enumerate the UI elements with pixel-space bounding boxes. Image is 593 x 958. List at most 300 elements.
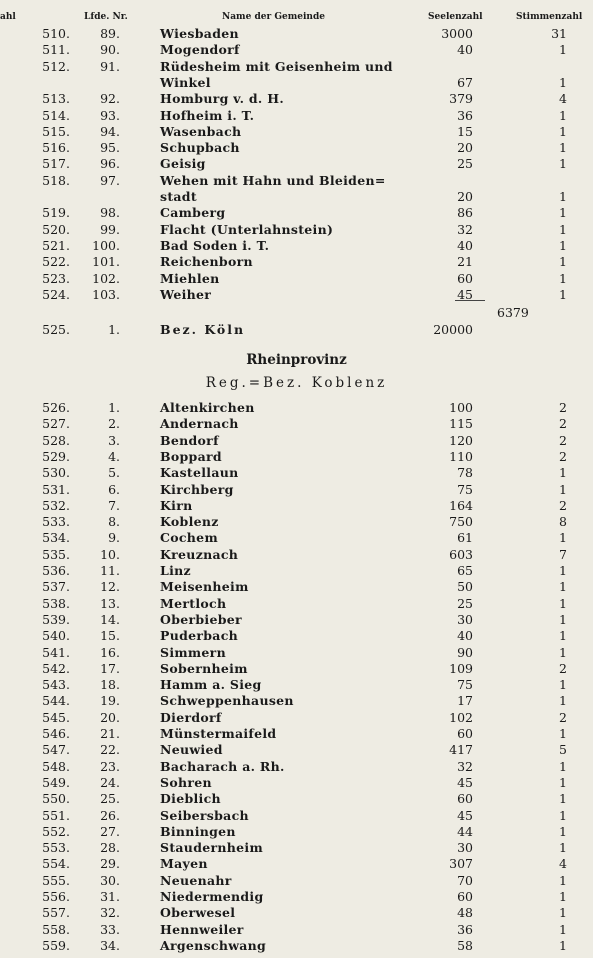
- header-name: Name der Gemeinde: [222, 12, 325, 22]
- row-index: 512.: [42, 58, 70, 74]
- row-name: Bad Soden i. T.: [160, 237, 270, 253]
- row-stimmenzahl: 1: [559, 889, 567, 904]
- row-nr: 6.: [108, 481, 120, 497]
- row-nr: 24.: [100, 774, 120, 790]
- row-seelenzahl: 32: [457, 221, 473, 237]
- table-row: [0, 432, 593, 449]
- row-index: 534.: [42, 530, 70, 546]
- row-nr: 93.: [100, 107, 120, 123]
- row-stimmenzahl: 2: [559, 709, 567, 725]
- header-nr: Lfde. Nr.: [84, 12, 128, 22]
- row-nr: 18.: [100, 677, 120, 693]
- table-row: [0, 595, 593, 612]
- table-row: [0, 692, 593, 709]
- row-seelenzahl: 115: [449, 416, 473, 432]
- row-stimmenzahl: 4: [559, 856, 567, 872]
- row-name: Miehlen: [160, 270, 220, 286]
- row-nr: 26.: [100, 807, 120, 823]
- row-stimmenzahl: 1: [559, 823, 567, 839]
- row-stimmenzahl: 1: [559, 481, 567, 497]
- row-name: Bacharach a. Rh.: [160, 758, 285, 774]
- row-index: 551.: [42, 807, 70, 823]
- row-seelenzahl: 25: [457, 595, 473, 611]
- row-stimmenzahl: 1: [559, 872, 567, 888]
- row-index: 558.: [42, 921, 70, 937]
- row-name: Binningen: [160, 823, 236, 839]
- row-seelenzahl: 75: [457, 481, 473, 497]
- row-index: 547.: [42, 742, 70, 758]
- row-stimmenzahl: 1: [559, 156, 567, 172]
- row-name: Dierdorf: [160, 709, 222, 725]
- row-index: 510.: [42, 26, 70, 41]
- row-nr: 90.: [100, 42, 120, 58]
- row-nr: 33.: [100, 921, 120, 937]
- table-row: [0, 937, 593, 954]
- table-row: [0, 807, 593, 824]
- row-name: Koblenz: [160, 514, 219, 530]
- row-name: Oberbieber: [160, 611, 242, 627]
- row-index: 553.: [42, 840, 70, 856]
- row-name: Weiher: [160, 286, 212, 302]
- row-seelenzahl: 164: [449, 497, 473, 513]
- row-stimmenzahl: 1: [559, 611, 567, 627]
- row-seelenzahl: 44: [457, 823, 473, 839]
- row-seelenzahl: 60: [457, 726, 473, 741]
- row-name: Oberwesel: [160, 905, 236, 921]
- subsection-title: Reg.=Bez. Koblenz: [205, 375, 388, 391]
- row-name: Wasenbach: [160, 123, 242, 139]
- row-seelenzahl: 61: [457, 530, 473, 546]
- row-name: Schupbach: [160, 140, 240, 156]
- row-seelenzahl: 417: [449, 742, 473, 758]
- row-stimmenzahl: 1: [559, 42, 567, 58]
- row-name: Neuenahr: [160, 872, 232, 888]
- row-index: 521.: [42, 237, 70, 253]
- row-name: Hennweiler: [160, 921, 244, 937]
- row-seelenzahl: 75: [457, 677, 473, 693]
- row-seelenzahl: 25: [457, 156, 473, 172]
- row-nr: 2.: [108, 416, 120, 432]
- row-nr: 17.: [100, 660, 120, 676]
- row-stimmenzahl: 1: [559, 579, 567, 595]
- table-row: [0, 58, 593, 75]
- row-stimmenzahl: 1: [559, 726, 567, 741]
- row-seelenzahl: 379: [449, 91, 473, 107]
- row-stimmenzahl: 1: [559, 840, 567, 856]
- row-index: 524.: [42, 286, 70, 302]
- row-name: Neuwied: [160, 742, 223, 758]
- row-index: 541.: [42, 644, 70, 660]
- row-name: Rüdesheim mit Geisenheim und: [160, 58, 393, 74]
- row-name: Münstermaifeld: [160, 726, 277, 741]
- table-row: [0, 513, 593, 530]
- table-row: [0, 676, 593, 693]
- row-seelenzahl: 86: [457, 205, 473, 221]
- row-index: 523.: [42, 270, 70, 286]
- row-stimmenzahl: 4: [559, 91, 567, 107]
- row-nr: 10.: [100, 546, 120, 562]
- row-stimmenzahl: 2: [559, 432, 567, 448]
- table-row: [0, 921, 593, 938]
- row-seelenzahl: 110: [449, 448, 473, 464]
- row-stimmenzahl: 1: [559, 270, 567, 286]
- row-name: Simmern: [160, 644, 226, 660]
- row-index: 559.: [42, 937, 70, 953]
- table-row: [0, 270, 593, 287]
- row-nr: 97.: [100, 172, 120, 188]
- row-seelenzahl: 45: [457, 774, 473, 790]
- table-row: [0, 253, 593, 270]
- row-index: 532.: [42, 497, 70, 513]
- row-name: Kastellaun: [160, 465, 239, 481]
- row-nr: 100.: [92, 237, 120, 253]
- table-row: [0, 399, 593, 416]
- row-seelenzahl: 40: [457, 628, 473, 644]
- row-stimmenzahl: 1: [559, 107, 567, 123]
- table-row: [0, 644, 593, 661]
- row-seelenzahl: 78: [457, 465, 473, 481]
- table-row: [0, 823, 593, 840]
- row-nr: 16.: [100, 644, 120, 660]
- row-index: 555.: [42, 872, 70, 888]
- row-seelenzahl: 102: [449, 709, 473, 725]
- row-index: 538.: [42, 595, 70, 611]
- row-stimmenzahl: 1: [559, 595, 567, 611]
- table-row: [0, 204, 593, 221]
- row-seelenzahl: 603: [449, 546, 473, 562]
- row-nr: 99.: [100, 221, 120, 237]
- row-stimmenzahl: 1: [559, 563, 567, 578]
- row-stimmenzahl: 31: [551, 26, 567, 41]
- table-row: [0, 872, 593, 889]
- row-index: 539.: [42, 611, 70, 627]
- row-name: Dieblich: [160, 791, 221, 807]
- row-seelenzahl: 20: [457, 140, 473, 156]
- sum-total: 6379: [497, 305, 529, 320]
- row-name: Linz: [160, 563, 191, 578]
- row-seelenzahl: 60: [457, 791, 473, 807]
- row-name: Kirn: [160, 497, 193, 513]
- row-nr: 101.: [92, 254, 120, 270]
- row-index: 526.: [42, 400, 70, 415]
- row-nr: 1.: [108, 400, 120, 415]
- row-name: Mogendorf: [160, 42, 240, 58]
- row-index: 518.: [42, 172, 70, 188]
- table-row: [0, 611, 593, 628]
- table-row: [0, 448, 593, 465]
- row-name: Hofheim i. T.: [160, 107, 255, 123]
- row-index: 550.: [42, 791, 70, 807]
- row-stimmenzahl: 8: [559, 514, 567, 530]
- row-stimmenzahl: 1: [559, 205, 567, 221]
- row-stimmenzahl: 1: [559, 644, 567, 660]
- row-index: 546.: [42, 726, 70, 741]
- row-index: 517.: [42, 156, 70, 172]
- row-name: Kirchberg: [160, 481, 234, 497]
- row-index: 548.: [42, 758, 70, 774]
- table-row: [0, 188, 593, 205]
- row-nr: 11.: [100, 563, 120, 578]
- row-stimmenzahl: 1: [559, 465, 567, 481]
- table-row: [0, 237, 593, 254]
- table-row: [0, 74, 593, 91]
- table-row: [0, 546, 593, 563]
- row-seelenzahl: 15: [457, 123, 473, 139]
- row-stimmenzahl: 1: [559, 628, 567, 644]
- table-row: [0, 107, 593, 124]
- row-nr: 98.: [100, 205, 120, 221]
- row-index: 540.: [42, 628, 70, 644]
- row-stimmenzahl: 1: [559, 189, 567, 204]
- table-row: [0, 481, 593, 498]
- table-row: [0, 529, 593, 546]
- sum-divider: [455, 300, 485, 301]
- row-nr: 1.: [108, 322, 120, 337]
- row-nr: 103.: [92, 286, 120, 302]
- table-row: [0, 25, 593, 42]
- row-seelenzahl: 750: [449, 514, 473, 530]
- row-name: stadt: [160, 189, 197, 204]
- row-seelenzahl: 45: [457, 807, 473, 823]
- row-index: 545.: [42, 709, 70, 725]
- row-seelenzahl: 50: [457, 579, 473, 595]
- row-stimmenzahl: 2: [559, 660, 567, 676]
- row-index: 529.: [42, 448, 70, 464]
- table-row: [0, 709, 593, 726]
- row-name: Andernach: [160, 416, 239, 432]
- row-index: 519.: [42, 205, 70, 221]
- row-seelenzahl: 17: [457, 693, 473, 709]
- row-name: Mayen: [160, 856, 208, 872]
- row-seelenzahl: 40: [457, 42, 473, 58]
- row-seelenzahl: 20000: [433, 322, 473, 337]
- row-nr: 27.: [100, 823, 120, 839]
- row-stimmenzahl: 1: [559, 905, 567, 921]
- row-nr: 9.: [108, 530, 120, 546]
- table-row: [0, 888, 593, 905]
- row-nr: 21.: [100, 726, 120, 741]
- row-seelenzahl: 48: [457, 905, 473, 921]
- row-seelenzahl: 3000: [441, 26, 473, 41]
- table-row: [0, 627, 593, 644]
- row-nr: 8.: [108, 514, 120, 530]
- row-seelenzahl: 21: [457, 254, 473, 270]
- row-name: Camberg: [160, 205, 226, 221]
- table-row: [0, 286, 593, 303]
- row-stimmenzahl: 2: [559, 448, 567, 464]
- row-nr: 12.: [100, 579, 120, 595]
- row-seelenzahl: 120: [449, 432, 473, 448]
- row-name: Meisenheim: [160, 579, 249, 595]
- table-row: [0, 221, 593, 238]
- row-name: Geisig: [160, 156, 206, 172]
- row-name: Seibersbach: [160, 807, 249, 823]
- header-seelenzahl: Seelenzahl: [428, 12, 483, 22]
- row-nr: 31.: [100, 889, 120, 904]
- row-index: 543.: [42, 677, 70, 693]
- table-row: [0, 415, 593, 432]
- row-nr: 5.: [108, 465, 120, 481]
- header-idx: ahl: [0, 12, 16, 22]
- row-index: 533.: [42, 514, 70, 530]
- row-seelenzahl: 58: [457, 937, 473, 953]
- row-seelenzahl: 40: [457, 237, 473, 253]
- row-nr: 89.: [100, 26, 120, 41]
- row-seelenzahl: 65: [457, 563, 473, 578]
- table-row: [0, 790, 593, 807]
- row-name: Altenkirchen: [160, 400, 255, 415]
- row-nr: 7.: [108, 497, 120, 513]
- table-row: [0, 741, 593, 758]
- table-row: [0, 139, 593, 156]
- table-row: [0, 90, 593, 107]
- row-nr: 13.: [100, 595, 120, 611]
- row-stimmenzahl: 1: [559, 286, 567, 302]
- table-row-bez-koeln: [0, 321, 593, 338]
- row-nr: 3.: [108, 432, 120, 448]
- row-index: 513.: [42, 91, 70, 107]
- table-row: [0, 904, 593, 921]
- row-nr: 19.: [100, 693, 120, 709]
- row-index: 557.: [42, 905, 70, 921]
- row-name: Schweppenhausen: [160, 693, 294, 709]
- row-nr: 32.: [100, 905, 120, 921]
- row-index: 554.: [42, 856, 70, 872]
- row-stimmenzahl: 1: [559, 791, 567, 807]
- row-stimmenzahl: 7: [559, 546, 567, 562]
- row-name: Hamm a. Sieg: [160, 677, 262, 693]
- row-stimmenzahl: 2: [559, 416, 567, 432]
- row-index: 544.: [42, 693, 70, 709]
- row-name: Wiesbaden: [160, 26, 239, 41]
- row-nr: 95.: [100, 140, 120, 156]
- row-nr: 23.: [100, 758, 120, 774]
- row-nr: 20.: [100, 709, 120, 725]
- row-name: Staudernheim: [160, 840, 263, 856]
- row-seelenzahl: 70: [457, 872, 473, 888]
- row-stimmenzahl: 1: [559, 123, 567, 139]
- row-index: 535.: [42, 546, 70, 562]
- table-row: [0, 855, 593, 872]
- row-nr: 91.: [100, 58, 120, 74]
- row-nr: 29.: [100, 856, 120, 872]
- table-row: [0, 155, 593, 172]
- table-row: [0, 562, 593, 579]
- row-index: 552.: [42, 823, 70, 839]
- row-stimmenzahl: 1: [559, 140, 567, 156]
- row-index: 522.: [42, 254, 70, 270]
- table-row: [0, 123, 593, 140]
- row-name: Wehen mit Hahn und Bleiden=: [160, 172, 386, 188]
- row-stimmenzahl: 1: [559, 254, 567, 270]
- row-name: Bez. Köln: [160, 322, 246, 337]
- row-index: 514.: [42, 107, 70, 123]
- row-seelenzahl: 30: [457, 840, 473, 856]
- row-nr: 22.: [100, 742, 120, 758]
- row-seelenzahl: 109: [449, 660, 473, 676]
- row-seelenzahl: 60: [457, 889, 473, 904]
- row-name: Bendorf: [160, 432, 219, 448]
- row-stimmenzahl: 1: [559, 937, 567, 953]
- row-stimmenzahl: 1: [559, 693, 567, 709]
- row-nr: 25.: [100, 791, 120, 807]
- row-index: 520.: [42, 221, 70, 237]
- row-name: Homburg v. d. H.: [160, 91, 284, 107]
- row-nr: 94.: [100, 123, 120, 139]
- row-stimmenzahl: 2: [559, 400, 567, 415]
- row-seelenzahl: 30: [457, 611, 473, 627]
- row-stimmenzahl: 1: [559, 774, 567, 790]
- row-seelenzahl: 45: [457, 286, 473, 302]
- row-name: Boppard: [160, 448, 222, 464]
- row-stimmenzahl: 1: [559, 758, 567, 774]
- row-nr: 96.: [100, 156, 120, 172]
- table-row: [0, 578, 593, 595]
- row-seelenzahl: 90: [457, 644, 473, 660]
- row-name: Reichenborn: [160, 254, 253, 270]
- row-nr: 28.: [100, 840, 120, 856]
- header-stimmenzahl: Stimmenzahl: [516, 12, 583, 22]
- row-name: Kreuznach: [160, 546, 239, 562]
- row-index: 516.: [42, 140, 70, 156]
- table-row: [0, 172, 593, 189]
- row-nr: 15.: [100, 628, 120, 644]
- row-index: 537.: [42, 579, 70, 595]
- row-index: 530.: [42, 465, 70, 481]
- row-index: 527.: [42, 416, 70, 432]
- row-stimmenzahl: 1: [559, 74, 567, 90]
- row-seelenzahl: 36: [457, 921, 473, 937]
- row-name: Cochem: [160, 530, 218, 546]
- row-name: Puderbach: [160, 628, 239, 644]
- row-name: Sobernheim: [160, 660, 248, 676]
- row-stimmenzahl: 1: [559, 921, 567, 937]
- row-index: 536.: [42, 563, 70, 578]
- row-nr: 30.: [100, 872, 120, 888]
- table-row: [0, 497, 593, 514]
- row-name: Sohren: [160, 774, 212, 790]
- table-row: [0, 464, 593, 481]
- row-stimmenzahl: 1: [559, 677, 567, 693]
- row-index: 531.: [42, 481, 70, 497]
- row-seelenzahl: 60: [457, 270, 473, 286]
- table-row: [0, 839, 593, 856]
- row-index: 542.: [42, 660, 70, 676]
- row-index: 515.: [42, 123, 70, 139]
- row-name: Mertloch: [160, 595, 227, 611]
- row-index: 528.: [42, 432, 70, 448]
- row-index: 511.: [42, 42, 70, 58]
- table-row: [0, 41, 593, 58]
- row-index: 525.: [42, 322, 70, 337]
- table-row: [0, 725, 593, 742]
- row-nr: 14.: [100, 611, 120, 627]
- row-stimmenzahl: 1: [559, 530, 567, 546]
- row-name: Niedermendig: [160, 889, 264, 904]
- row-index: 556.: [42, 889, 70, 904]
- row-stimmenzahl: 5: [559, 742, 567, 758]
- row-stimmenzahl: 1: [559, 221, 567, 237]
- row-nr: 92.: [100, 91, 120, 107]
- section-title: Rheinprovinz: [246, 352, 347, 368]
- row-name: Winkel: [160, 74, 211, 90]
- row-seelenzahl: 36: [457, 107, 473, 123]
- table-row: [0, 758, 593, 775]
- row-name: Flacht (Unterlahnstein): [160, 221, 334, 237]
- row-seelenzahl: 67: [457, 74, 473, 90]
- row-stimmenzahl: 1: [559, 807, 567, 823]
- row-seelenzahl: 100: [449, 400, 473, 415]
